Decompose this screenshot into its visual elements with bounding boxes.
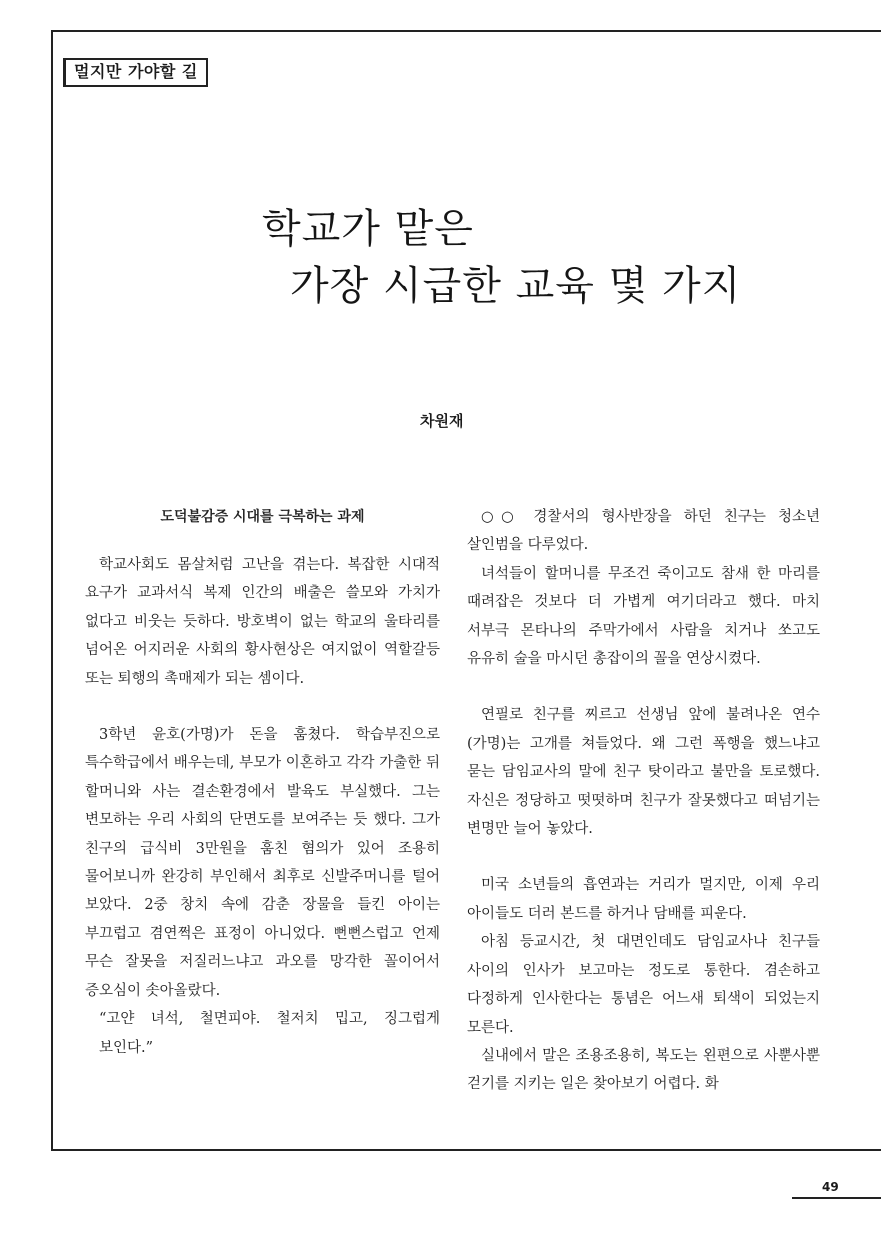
- body-paragraph: 연필로 친구를 찌르고 선생님 앞에 불려나온 연수(가명)는 고개를 쳐들었다. 왜 그런 폭행을 했느냐고 묻는 담임교사의 말에 친구 탓이라고 불만을 토로했다. 자신은 정당하고 떳떳하며 친구가 잘못했다고 떠넘기는 변명만 늘어 놓았다.: [467, 707, 820, 838]
- left-column: [85, 503, 440, 1062]
- section-label: 멀지만 가야할 길: [63, 58, 208, 87]
- page-number-rule: [792, 1197, 881, 1199]
- paragraph-gap: [467, 843, 820, 871]
- article-title-line-1: 학교가 맡은: [262, 206, 474, 252]
- quotation: “고얀 녀석, 철면피야. 철저치 밉고, 징그럽게 보인다.”: [99, 1011, 440, 1056]
- paragraph-gap: [85, 693, 440, 721]
- body-paragraph: ○○ 경찰서의 형사반장을 하던 친구는 청소년 살인범을 다루었다.: [467, 509, 820, 554]
- article-title-line-2: 가장 시급한 교육 몇 가지: [290, 263, 742, 309]
- body-paragraph: 아침 등교시간, 첫 대면인데도 담임교사나 친구들 사이의 인사가 보고마는 정도로 통한다. 겸손하고 다정하게 인사한다는 통념은 어느새 퇴색이 되었는지 모른다.: [467, 934, 820, 1036]
- right-column: [467, 503, 820, 1099]
- body-paragraph: 3학년 윤호(가명)가 돈을 훔쳤다. 학습부진으로 특수학급에서 배우는데, 부모가 이혼하고 각각 가출한 뒤 할머니와 사는 결손환경에서 발육도 부실했다. 그는 변모하는 우리 사회의 단면도를 보여주는 듯 했다. 그가 친구의 급식비 3만원을 훔친 혐의가 있어 조용히 물어보니까 완강히 부인해서 최후로 신발주머니를 털어 보았다. 2중 창치 속에 감춘 장물을 들킨 아이는 부끄럽고 겸연쩍은 표정이 아니었다. 뻔뻔스럽고 언제 무슨 잘못을 저질러느냐고 과오를 망각한 꼴이어서 증오심이 솟아올랐다.: [85, 727, 440, 999]
- page-number: 49: [822, 1180, 839, 1194]
- body-paragraph: 녀석들이 할머니를 무조건 죽이고도 참새 한 마리를 때려잡은 것보다 더 가볍게 여기더라고 했다. 마치 서부극 몬타나의 주막가에서 사람을 치거나 쏘고도 유유히 술을 마시던 총잡이의 꼴을 연상시켰다.: [467, 565, 820, 668]
- author-name: 차원재: [420, 412, 464, 430]
- body-paragraph: 미국 소년들의 흡연과는 거리가 멀지만, 이제 우리 아이들도 더러 본드를 하거나 담배를 피운다.: [467, 877, 820, 922]
- section-subheading: 도덕불감증 시대를 극복하는 과제: [160, 509, 365, 525]
- body-paragraph: 학교사회도 몸살처럼 고난을 겪는다. 복잡한 시대적 요구가 교과서식 복제 인간의 배출은 쓸모와 가치가 없다고 비웃는 듯하다. 방호벽이 없는 학교의 울타리를 넘어온 어지러운 사회의 황사현상은 여지없이 역할갈등 또는 퇴행의 촉매제가 되는 셈이다.: [85, 557, 440, 687]
- paragraph-gap: [467, 673, 820, 701]
- body-paragraph: 실내에서 말은 조용조용히, 복도는 왼편으로 사뿐사뿐 걷기를 지키는 일은 찾아보기 어렵다. 화: [467, 1047, 820, 1093]
